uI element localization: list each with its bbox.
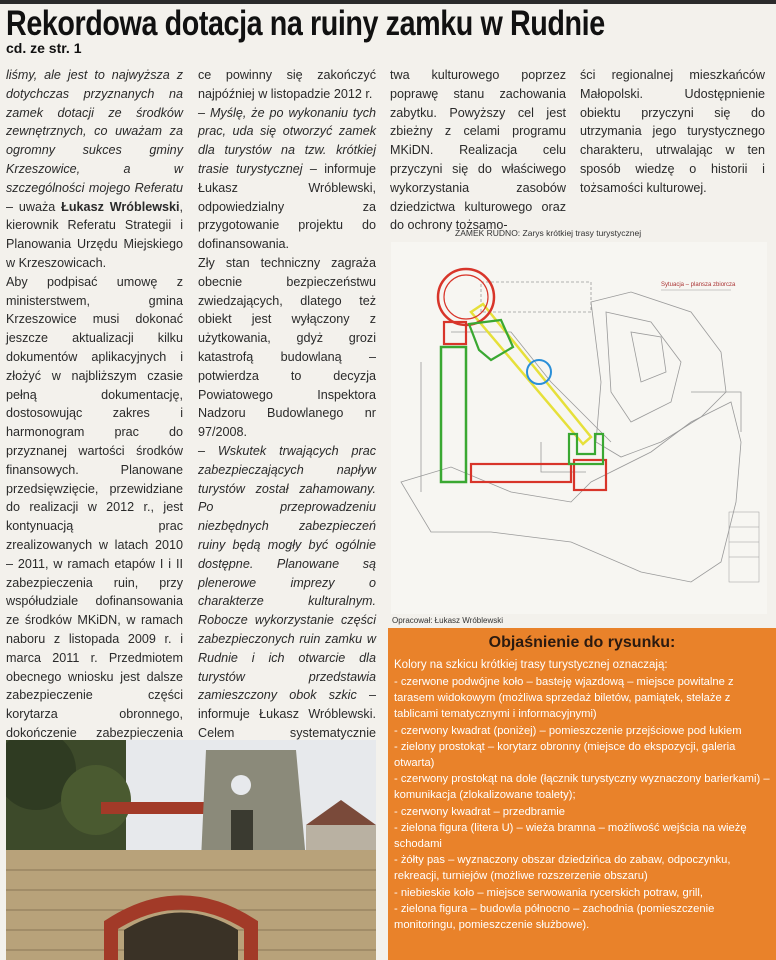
legend-item: - zielona figura – budowla północno – zachodnia (pomieszczenie monitoringu, pomieszczenie służbowe). [394,902,715,932]
paragraph: – Wskutek trwających prac zabezpieczających napływ turystów został zahamowany. Po przeprowadzeniu niezbędnych zabezpieczeń ruiny będą mogły być ogólnie dostępne. Planowane są plenerowe imprezy o charakterze kulturalnym. Robocze wykorzystanie części zabezpieczonych ruin zamku w Rudnie i ich otwarcie dla turystów przedstawia zamieszczony obok szkic – informuje Łukasz Wróblewski. Celem systematycznie [198,443,376,740]
plan-label: Sytuacja – plansza zbiorcza [661,282,736,288]
text-column-3 [390,66,566,235]
red-bottom-rectangle [471,464,571,482]
text-column-2 [198,66,376,818]
green-corridor [441,347,466,482]
legend-item: - zielona figura (litera U) – wieża bramna – możliwość wejścia na wieżę schodami [394,821,747,851]
legend-item: - żółty pas – wyznaczony obszar dziedzińca do zabaw, odpoczynku, rekreacji, turniejów (możliwe rozszerzenie obszaru) [394,854,731,883]
figure-caption: ZAMEK RUDNO: Zarys krótkiej trasy turystycznej [455,228,642,238]
paragraph: Aby podpisać umowę z ministerstwem, gmina Krzeszowice musi dokonać jeszcze aktualizacji kilku dokumentów aplikacyjnych i złożyć w najbliższym czasie pełną dokumentację, dostosowując zakres i harmonogram prac do przyznanej wartości środków finansowych. Planowane przedsięwzięcie, przewidziane do realizacji w 2012 r., jest kontynuacją prac zrealizowanych w latach 2010 – 2011, w ramach etapów I i II zabezpieczenia ruin, przy współudziale dofinansowania ze środków MKiDN, w ramach naboru z listopada 2009 r. i marca 2011 r. Przedmiotem obecnego wniosku jest dalsze zabezpieczenie części korytarza obronnego, dokończenie zabezpieczenia [6,274,183,740]
paragraph: twa kulturowego poprzez poprawę stanu zachowania zabytku. Powyższy cel jest zbieżny z celami programu MKiDN. Realizacja celu przyczyni się do właściwego wykorzystania zasobów dziedzictwa kulturowego oraz do ochrony tożsamo- [390,68,566,233]
text-column-1 [6,66,183,780]
legend-title: Objaśnienie do rysunku: [488,634,676,651]
yellow-courtyard-strip [471,304,591,444]
legend-item: - zielony prostokąt – korytarz obronny (miejsce do ekspozycji, galeria otwarta) [394,740,736,770]
paragraph: Zły stan techniczny zagraża obecnie bezpieczeństwu zwiedzających, dlatego też obiekt jest wyłączony z użytkowania, gdyż grozi katastrofą budowlaną – potwierdza to decyzja Powiatowego Inspektora Nadzoru Budowlanego nr 97/2008. [198,255,376,440]
legend-item: - czerwone podwójne koło – basteję wjazdową – miejsce powitalne z tarasem widokowym (możliwa sprzedaż biletów, pamiątek, stelaże z tablicami tematycznymi i informacyjnymi) [394,676,734,721]
legend-item: - czerwony kwadrat – przedbramie [394,805,565,818]
castle-plan-figure [391,242,767,614]
paragraph: liśmy, ale jest to najwyższa z dotychczas przyznanych na zamek dotacji ze środków zewnętrznych, co uważam za ogromny sukces gminy Krzeszowice, a w szczególności mojego Referatu – uważa Łukasz Wróblewski, kierownik Referatu Strategii i Planowania Urzędu Miejskiego w Krzeszowicach. [6,68,183,270]
castle-ruins-photo [6,740,376,960]
paragraph: ce powinny się zakończyć najpóźniej w listopadzie 2012 r. [198,68,376,101]
legend-item: - czerwony prostokąt na dole (łącznik turystyczny wyznaczony barierkami) – komunikacja (zlokalizowane toalety); [394,773,770,802]
red-double-circle [438,269,494,325]
text-column-4 [580,66,765,198]
figure-credit: Opracował: Łukasz Wróblewski [392,616,504,625]
article-subtitle: cd. ze str. 1 [6,40,82,56]
article-title: Rekordowa dotacja na ruiny zamku w Rudnie [6,4,605,43]
legend-item: - czerwony kwadrat (poniżej) – pomieszczenie przejściowe pod łukiem [394,724,742,737]
legend-box [388,628,776,960]
legend-list [394,674,772,933]
castle-plan-drawing [391,242,767,614]
legend-item: - niebieskie koło – miejsce serwowania rycerskich potraw, grill, [394,886,704,899]
person-name: Łukasz Wróblewski [61,199,180,214]
paragraph: ści regionalnej mieszkańców Małopolski. Udostępnienie obiektu przyczyni się do utrzymania jego turystycznego charakteru, utrwalając w ten sposób wiedzę o historii i tożsamości kulturowej. [580,68,765,195]
legend-intro: Kolory na szkicu krótkiej trasy turystycznej oznaczają: [394,659,668,671]
paragraph: – Myślę, że po wykonaniu tych prac, uda się otworzyć zamek dla turystów na tzw. krótkiej trasie turystycznej – informuje Łukasz Wróblewski, odpowiedzialny za przygotowanie projektu do dofinansowania. [198,105,376,252]
ruins-illustration [6,740,376,960]
